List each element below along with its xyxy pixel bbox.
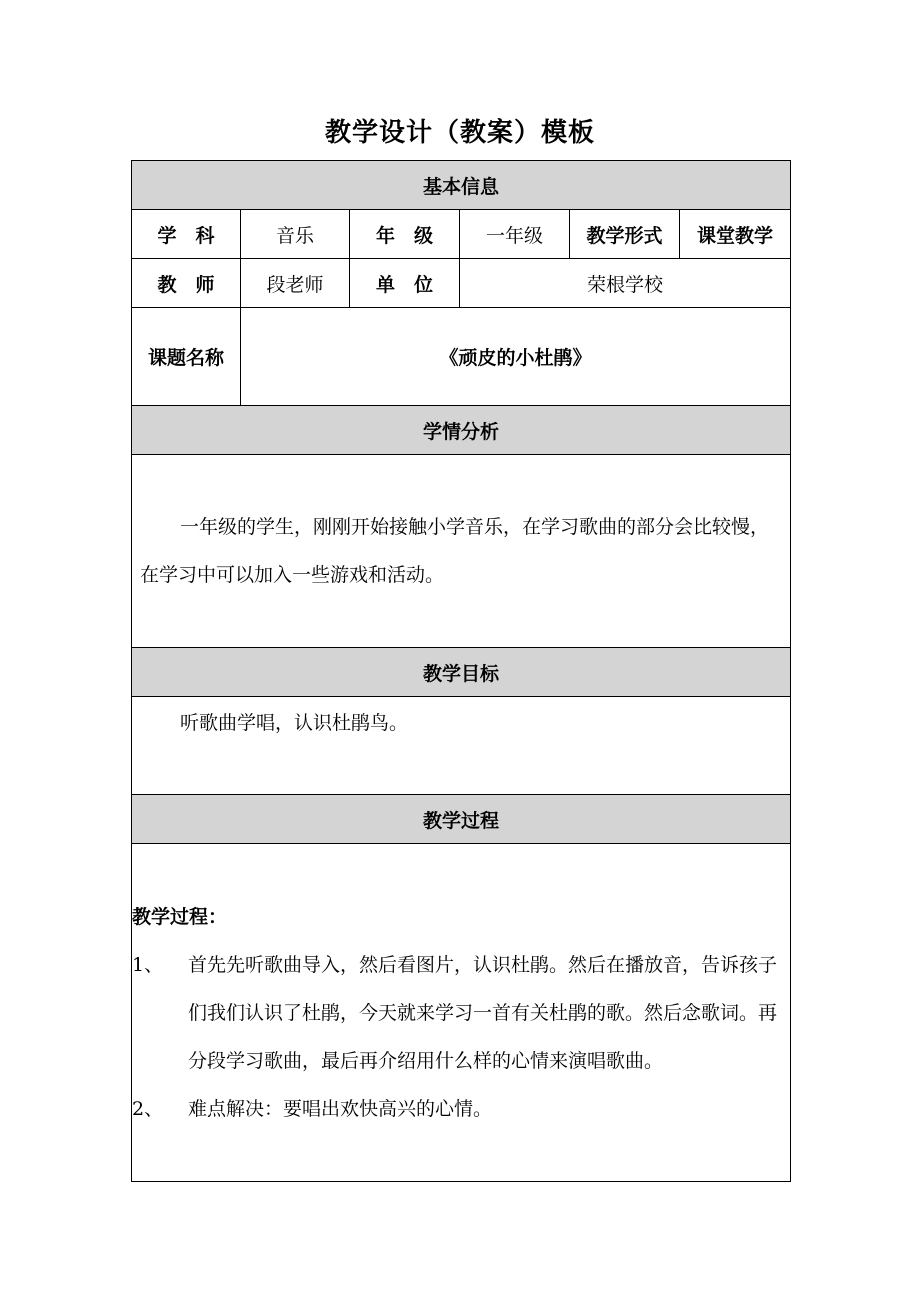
process-step: [132, 1085, 790, 1133]
basic-info-header: 基本信息: [132, 161, 791, 210]
objectives-cell: [132, 697, 791, 795]
unit-label: 单 位: [350, 259, 460, 308]
analysis-text: 一年级的学生，刚刚开始接触小学音乐，在学习歌曲的部分会比较慢，在学习中可以加入一些游戏和活动。: [140, 516, 770, 586]
process-header: 教学过程: [132, 795, 791, 844]
document-title: 教学设计（教案）模板: [324, 118, 595, 148]
subject-value: 音乐: [241, 210, 350, 259]
step-text: 难点解决：要唱出欢快高兴的心情。: [188, 1097, 493, 1120]
lesson-plan-table: [131, 160, 791, 1182]
process-step: [132, 941, 790, 1085]
subject-label: 学 科: [132, 210, 241, 259]
step-text: 首先先听歌曲导入，然后看图片，认识杜鹃。然后在播放音，告诉孩子们我们认识了杜鹃，今天就来学习一首有关杜鹃的歌。然后念歌词。再分段学习歌曲，最后再介绍用什么样的心情来演唱歌曲。: [188, 953, 778, 1072]
analysis-cell: [132, 455, 791, 648]
analysis-header: 学情分析: [132, 406, 791, 455]
teacher-label: 教 师: [132, 259, 241, 308]
course-title: 《顽皮的小杜鹃》: [241, 308, 791, 406]
step-number: 1、: [132, 953, 164, 976]
form-label: 教学形式: [570, 210, 680, 259]
grade-label: 年 级: [350, 210, 460, 259]
step-number: 2、: [132, 1097, 164, 1120]
grade-value: 一年级: [460, 210, 570, 259]
course-label: 课题名称: [132, 308, 241, 406]
process-cell: [132, 844, 791, 1182]
form-value: 课堂教学: [680, 210, 791, 259]
objectives-text: 听歌曲学唱，认识杜鹃鸟。: [180, 712, 409, 734]
objectives-header: 教学目标: [132, 648, 791, 697]
process-subtitle: 教学过程：: [132, 905, 228, 928]
teacher-value: 段老师: [241, 259, 350, 308]
unit-value: 荣根学校: [460, 259, 791, 308]
